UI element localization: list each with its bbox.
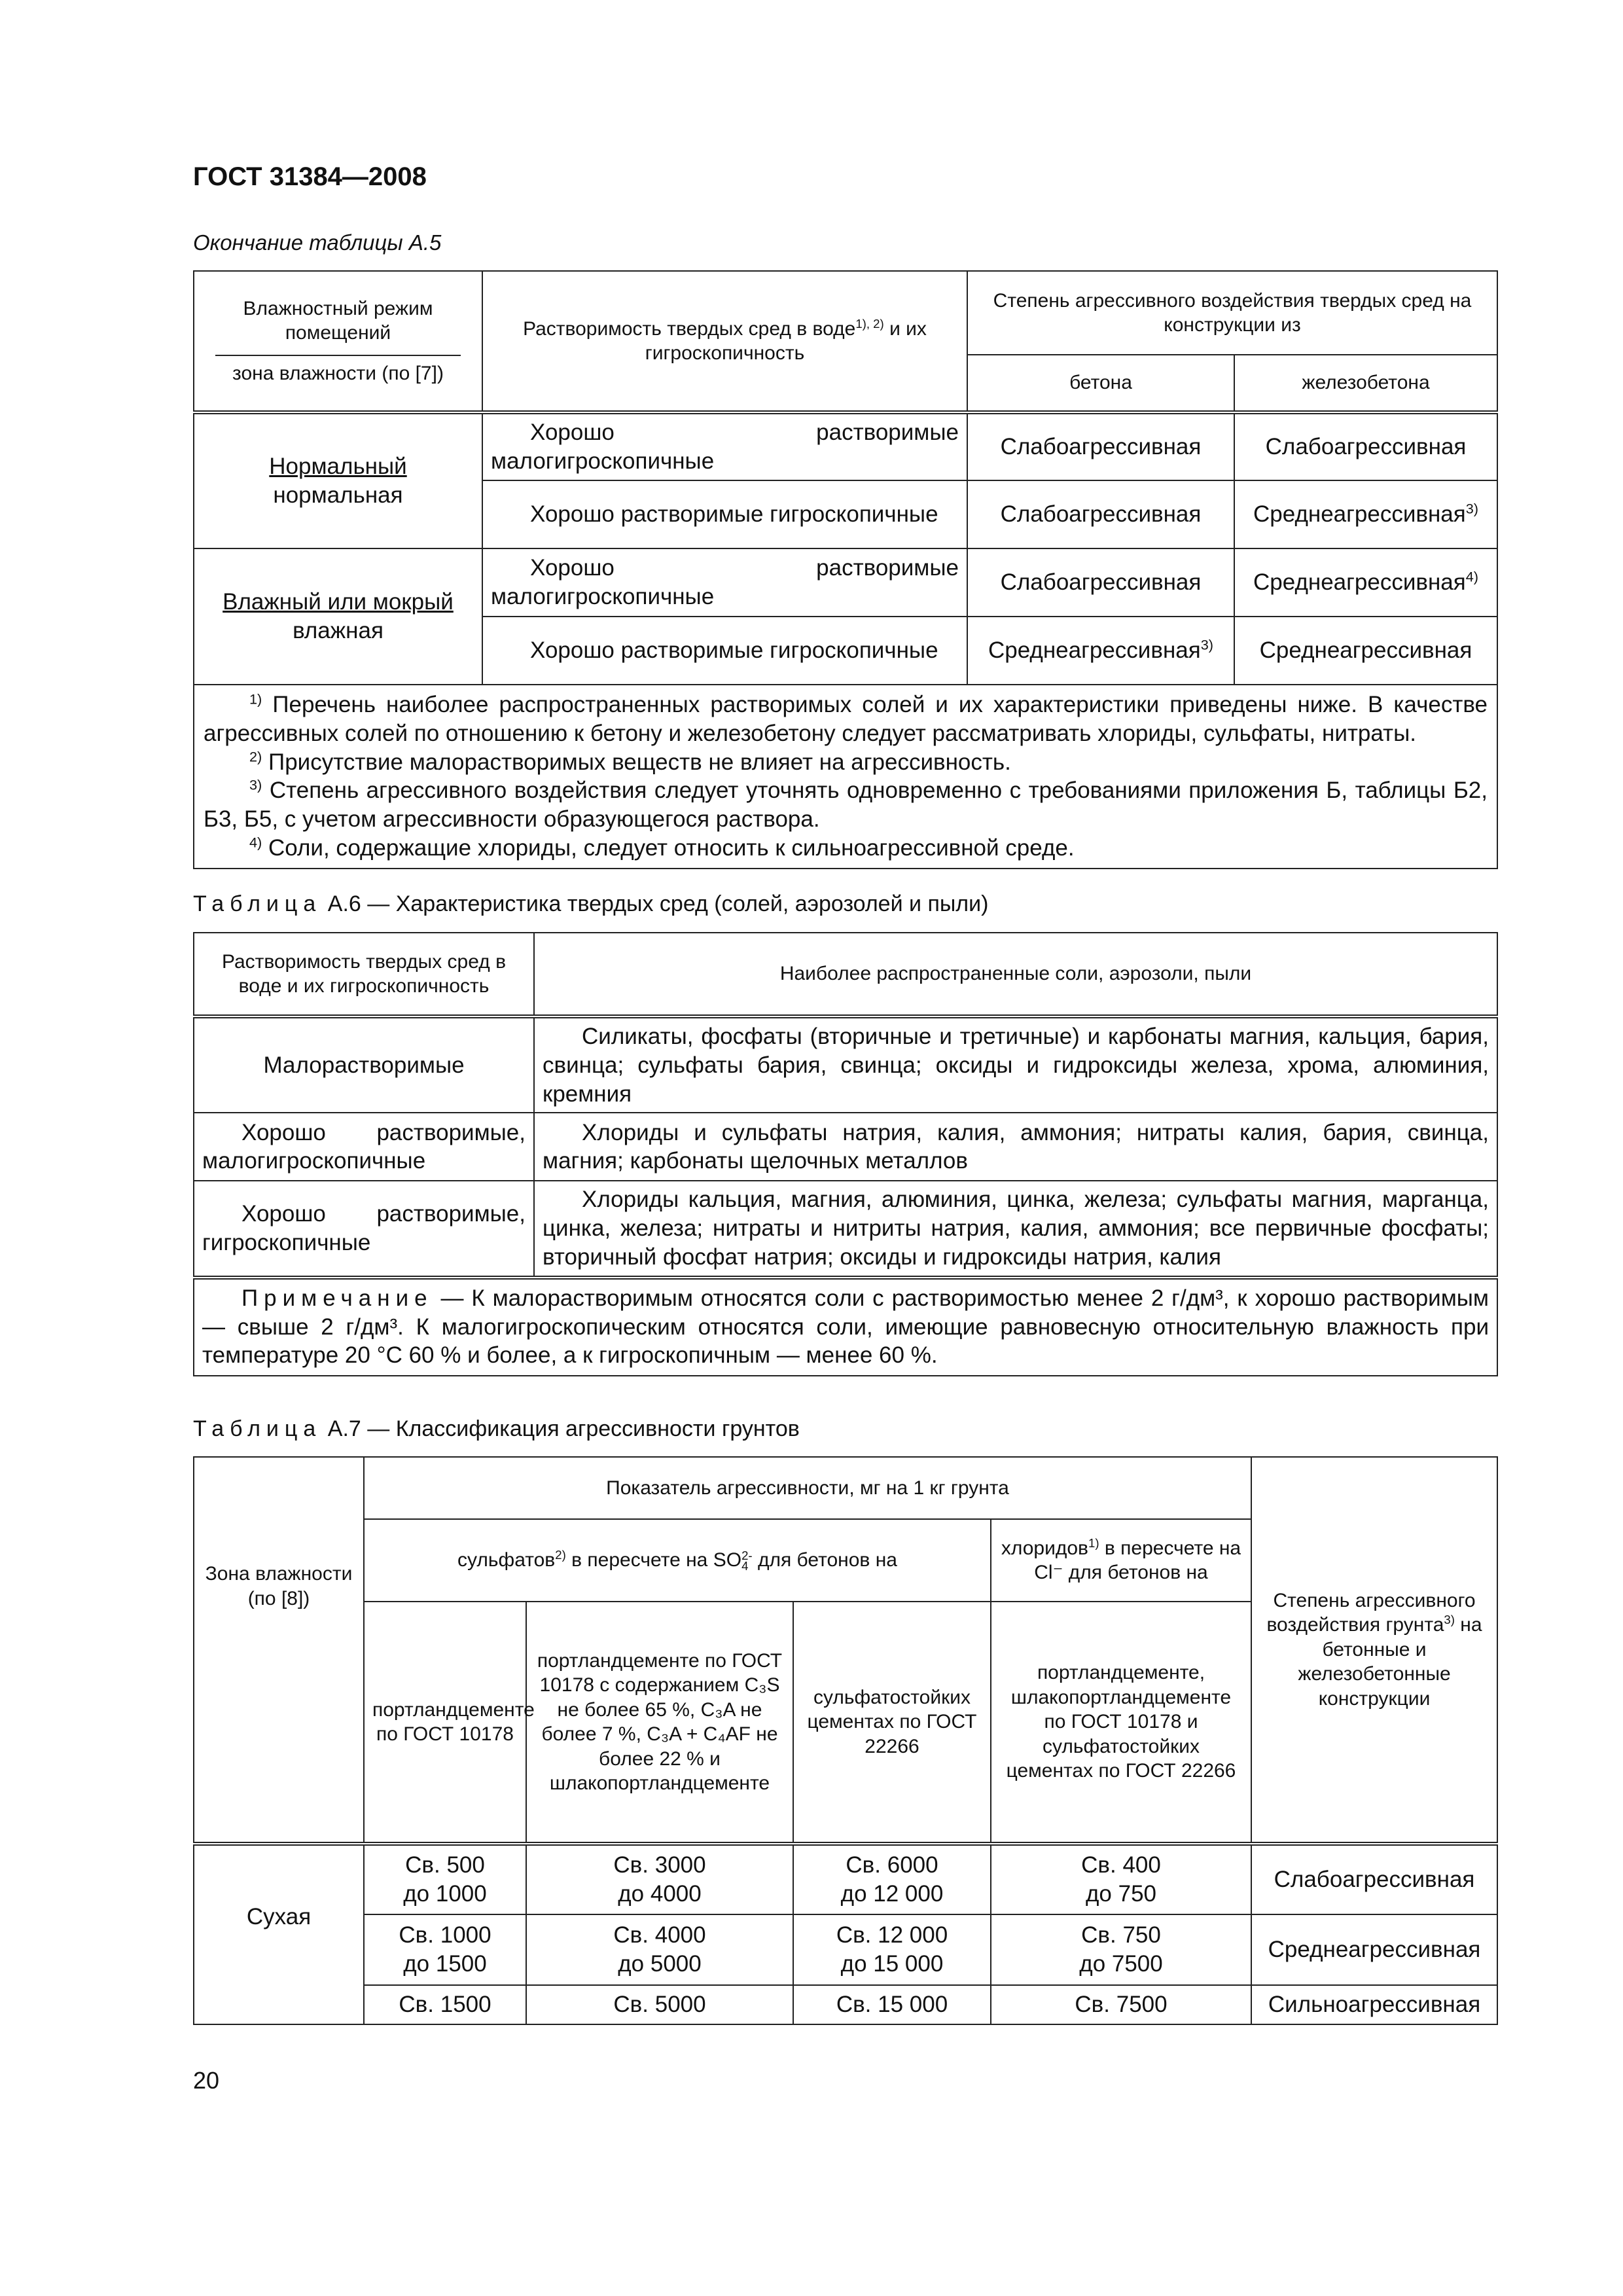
salts-cell: Хлориды кальция, магния, алюминия, цинка, железа; сульфаты магния, марганца, цинка, железа; нитраты и нитриты натрия, калия, аммония; все первичные фосфаты; вторичный фосфат натрия; оксиды и гидроксиды натрия, калия (534, 1181, 1497, 1277)
concrete-value: Среднеагрессивная (988, 637, 1201, 664)
zone-cell: Сухая (194, 1844, 364, 2024)
footnote-ref: 2) (555, 1548, 566, 1562)
page-number: 20 (193, 2067, 220, 2094)
header-col-portland: портландцементе по ГОСТ 10178 (364, 1602, 526, 1844)
caption-word: Таблица (193, 1416, 322, 1441)
value-cell (364, 1844, 526, 1914)
header-solubility (482, 271, 967, 412)
note-text: — К малорастворимым относятся соли с растворимостью менее 2 г/дм³, к хорошо растворимым — свыше 2 г/дм³. К малогигроскопическим относятся соли, имеющие равновесную относительную влажность при температуре 20 °С 60 % и более, а к гигроскопичным — менее 60 %. (202, 1285, 1489, 1369)
chlorides-label: хлоридов (1001, 1537, 1088, 1559)
solubility-cell: Хорошо растворимые, гигроскопичные (194, 1181, 534, 1277)
header-sulfates (364, 1519, 991, 1602)
note-cell (194, 1278, 1497, 1376)
caption-word: Таблица (193, 891, 322, 916)
value-cell (526, 1914, 793, 1985)
table-continuation-caption: Окончание таблицы А.5 (193, 230, 442, 255)
reinforced-cell: Среднеагрессивная (1234, 617, 1497, 685)
value-from: Св. 400 (1081, 1852, 1161, 1878)
divider (215, 355, 461, 356)
footnote-ref: 1) (1088, 1535, 1099, 1550)
solubility-label-tail: и их гигроскопичность (645, 317, 927, 364)
concrete-cell: Слабоагрессивная (967, 412, 1234, 480)
solubility-cell: Малорастворимые (194, 1016, 534, 1113)
value-to: до 12 000 (840, 1881, 944, 1907)
value-to: до 5000 (618, 1951, 702, 1977)
reinforced-value: Среднеагрессивная (1253, 501, 1466, 528)
header-reinforced-concrete: железобетона (1234, 355, 1497, 412)
humidity-regime-label: Влажностный режим помещений (243, 297, 433, 344)
sulfates-label-mid: в пересчете на SO (571, 1549, 742, 1571)
reinforced-cell (1234, 548, 1497, 617)
footnote-text: Соли, содержащие хлориды, следует относить к сильноагрессивной среде. (268, 834, 1075, 861)
solubility-cell: Хорошо растворимые гигроскопичные (482, 617, 967, 685)
caption-text: А.7 — Классификация агрессивности грунтов (327, 1416, 800, 1441)
value-to: до 4000 (618, 1881, 702, 1907)
header-humidity-regime (194, 271, 482, 412)
value-cell: Св. 5000 (526, 1985, 793, 2024)
footnote-mark: 1) (249, 691, 262, 708)
value-from: Св. 3000 (613, 1852, 706, 1878)
footnote (204, 834, 1488, 863)
value-cell: Св. 7500 (991, 1985, 1251, 2024)
footnote (204, 691, 1488, 748)
value-to: до 15 000 (840, 1951, 944, 1977)
concrete-cell (967, 617, 1234, 685)
value-to: до 7500 (1079, 1951, 1163, 1977)
value-from: Св. 750 (1081, 1922, 1161, 1948)
header-solubility: Растворимость твердых сред в воде и их гигроскопичность (194, 933, 534, 1016)
ion-charge: 2- (741, 1548, 753, 1562)
header-zone: Зона влажности (по [8]) (194, 1457, 364, 1844)
note-label: Примечание (241, 1285, 433, 1311)
value-cell (991, 1844, 1251, 1914)
document-code: ГОСТ 31384—2008 (193, 162, 427, 191)
footnote-mark: 4) (249, 834, 262, 851)
footnote-text: Присутствие малорастворимых веществ не влияет на агрессивность. (268, 749, 1011, 775)
table-a6-caption (193, 891, 988, 917)
header-concrete: бетона (967, 355, 1234, 412)
value-cell: Св. 15 000 (793, 1985, 991, 2024)
footnote (204, 748, 1488, 777)
solubility-cell: Хорошо растворимые, малогигроскопичные (194, 1113, 534, 1181)
header-degree (1251, 1457, 1497, 1844)
solubility-cell: Хорошо растворимые малогигроскопичные (482, 412, 967, 480)
caption-text: А.6 — Характеристика твердых сред (солей, аэрозолей и пыли) (327, 891, 989, 916)
header-col-portland-c3s: портландцементе по ГОСТ 10178 с содержанием C₃S не более 65 %, C₃A не более 7 %, C₃A + C₄AF не более 22 % и шлакопортландцементе (526, 1602, 793, 1844)
value-cell: Св. 1500 (364, 1985, 526, 2024)
value-cell (793, 1914, 991, 1985)
value-to: до 1000 (403, 1881, 487, 1907)
footnote-ref: 3) (1200, 636, 1213, 653)
footnote-mark: 2) (249, 747, 262, 764)
degree-cell: Слабоагрессивная (1251, 1844, 1497, 1914)
regime-label: Влажный или мокрый (223, 589, 454, 615)
footnote-ref: 3) (1444, 1613, 1455, 1627)
value-cell (793, 1844, 991, 1914)
degree-label: Степень агрессивного воздействия грунта (1266, 1589, 1476, 1636)
footnote-ref: 3) (1465, 500, 1479, 517)
footnote-ref: 1), 2) (855, 316, 884, 331)
value-cell (991, 1914, 1251, 1985)
value-from: Св. 1000 (399, 1922, 491, 1948)
degree-cell: Сильноагрессивная (1251, 1985, 1497, 2024)
zone-label: нормальная (273, 482, 403, 508)
value-from: Св. 12 000 (836, 1922, 948, 1948)
value-from: Св. 4000 (613, 1922, 706, 1948)
value-from: Св. 6000 (846, 1852, 938, 1878)
value-cell (526, 1844, 793, 1914)
footnotes-cell (194, 685, 1497, 869)
degree-label-tail: на бетонные и железобетонные конструкции (1298, 1614, 1482, 1710)
regime-label: Нормальный (269, 454, 407, 480)
solubility-cell: Хорошо растворимые гигроскопичные (482, 480, 967, 548)
header-col-chlorides: портландцементе, шлакопортландцементе по ГОСТ 10178 и сульфатостойких цементах по ГОСТ 22266 (991, 1602, 1251, 1844)
value-from: Св. 500 (405, 1852, 485, 1878)
header-aggressiveness: Степень агрессивного воздействия твердых сред на конструкции из (967, 271, 1497, 355)
sulfate-ion-index (741, 1548, 753, 1573)
humidity-zone-label: зона влажности (по [7]) (232, 362, 444, 384)
footnote-mark: 3) (249, 776, 262, 793)
salts-cell: Силикаты, фосфаты (вторичные и третичные) и карбонаты магния, кальция, бария, свинца; сульфаты бария, свинца; оксиды и гидроксиды железа, хрома, алюминия, кремния (534, 1016, 1497, 1113)
header-chlorides (991, 1519, 1251, 1602)
footnote (204, 776, 1488, 834)
degree-cell: Среднеагрессивная (1251, 1914, 1497, 1985)
table-a6 (193, 932, 1498, 1376)
header-col-sulfate-resistant: сульфатостойких цементах по ГОСТ 22266 (793, 1602, 991, 1844)
header-indicator: Показатель агрессивности, мг на 1 кг грунта (364, 1457, 1251, 1519)
sulfates-label-post: для бетонов на (757, 1549, 897, 1571)
table-a7 (193, 1456, 1498, 2025)
table-a7-caption (193, 1416, 800, 1442)
reinforced-cell: Слабоагрессивная (1234, 412, 1497, 480)
value-cell (364, 1914, 526, 1985)
regime-cell (194, 412, 482, 548)
regime-cell (194, 548, 482, 685)
salts-cell: Хлориды и сульфаты натрия, калия, аммония; нитраты калия, бария, свинца, магния; карбонаты щелочных металлов (534, 1113, 1497, 1181)
concrete-cell: Слабоагрессивная (967, 480, 1234, 548)
footnote-ref: 4) (1465, 568, 1479, 585)
value-to: до 750 (1086, 1881, 1157, 1907)
ion-count: 4 (741, 1559, 749, 1573)
sulfates-label: сульфатов (457, 1549, 556, 1571)
header-salts: Наиболее распространенные соли, аэрозоли, пыли (534, 933, 1497, 1016)
zone-label: влажная (293, 618, 383, 643)
solubility-cell: Хорошо растворимые малогигроскопичные (482, 548, 967, 617)
footnote-text: Перечень наиболее распространенных растворимых солей и их характеристики приведены ниже. В качестве агрессивных солей по отношению к бетону и железобетону следует рассматривать хлориды, сульфаты, нитраты. (204, 692, 1488, 746)
concrete-cell: Слабоагрессивная (967, 548, 1234, 617)
table-a5 (193, 270, 1498, 869)
value-to: до 1500 (403, 1951, 487, 1977)
footnote-text: Степень агрессивного воздействия следует уточнять одновременно с требованиями приложения Б, таблицы Б2, Б3, Б5, с учетом агрессивности образующегося раствора. (204, 778, 1488, 832)
chlorides-label-post: в пересчете на Cl⁻ для бетонов на (1034, 1537, 1241, 1583)
solubility-label: Растворимость твердых сред в воде (523, 317, 856, 340)
reinforced-cell (1234, 480, 1497, 548)
reinforced-value: Среднеагрессивная (1253, 569, 1466, 596)
